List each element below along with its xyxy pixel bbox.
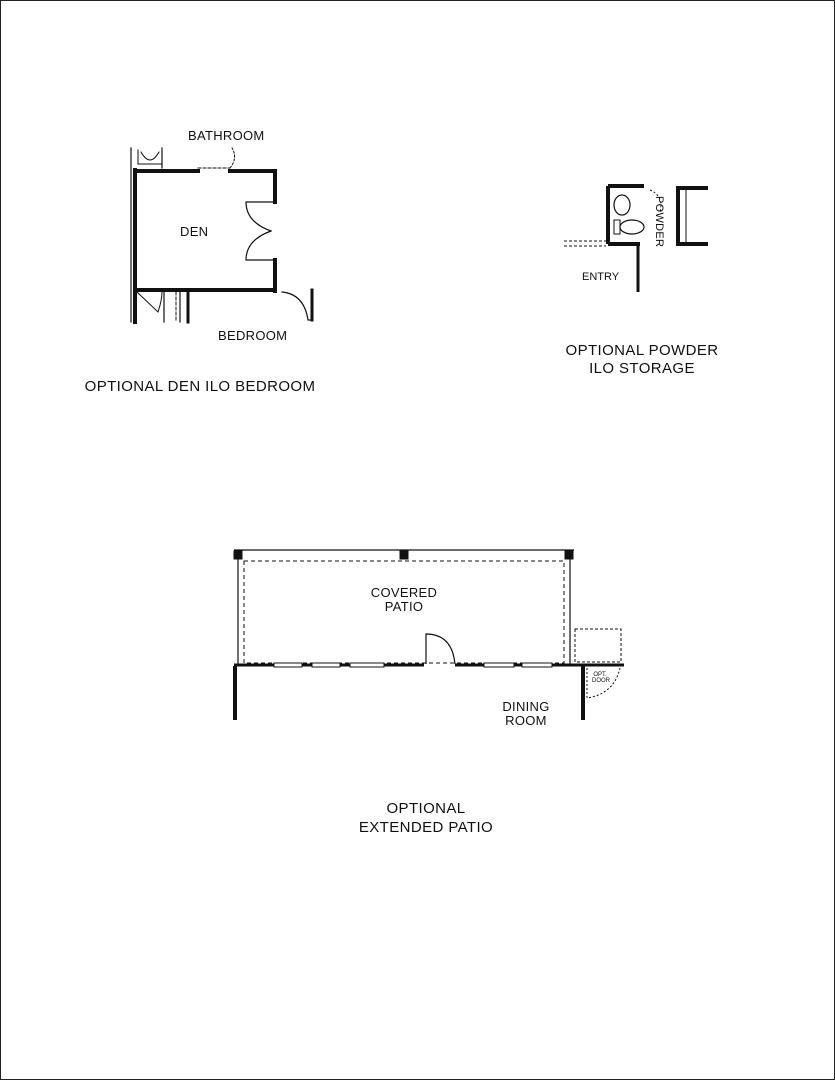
powder-plan bbox=[564, 186, 708, 292]
opt-door-label-line2: DOOR bbox=[592, 678, 610, 684]
toilet-tank-icon bbox=[614, 220, 620, 234]
window-3 bbox=[350, 663, 384, 667]
den-plan-caption: OPTIONAL DEN ILO BEDROOM bbox=[84, 378, 316, 395]
bedroom-door bbox=[282, 290, 312, 320]
patio-post-middle bbox=[400, 551, 408, 559]
patio-door-swing bbox=[426, 634, 455, 664]
opt-door-pad bbox=[575, 629, 621, 662]
bathroom-door-swing bbox=[230, 148, 235, 168]
powder-caption-line2: ILO STORAGE bbox=[589, 360, 695, 377]
patio-post-left bbox=[234, 551, 242, 559]
bathroom-tub-icon bbox=[141, 152, 159, 160]
bathroom-label: BATHROOM bbox=[188, 128, 265, 143]
patio-caption-line1: OPTIONAL bbox=[386, 800, 466, 817]
bedroom-label: BEDROOM bbox=[218, 328, 288, 343]
den-plan bbox=[131, 128, 312, 343]
den-double-door-lower bbox=[246, 231, 273, 260]
covered-label-line2: PATIO bbox=[384, 599, 424, 614]
window-1 bbox=[274, 663, 302, 667]
powder-sink-icon bbox=[614, 195, 630, 215]
powder-caption-line1: OPTIONAL POWDER bbox=[565, 342, 719, 359]
powder-label: POWDER bbox=[653, 196, 665, 248]
entry-label: ENTRY bbox=[582, 271, 620, 283]
den-bottom-door bbox=[137, 292, 162, 312]
covered-label-line1: COVERED bbox=[370, 585, 438, 600]
window-2 bbox=[312, 663, 340, 667]
patio-post-right bbox=[565, 551, 573, 559]
opt-door-label-line1: OPT. bbox=[593, 672, 607, 678]
den-label: DEN bbox=[180, 224, 209, 239]
dining-label-line2: ROOM bbox=[505, 713, 547, 728]
patio-caption-line2: EXTENDED PATIO bbox=[358, 819, 494, 836]
dining-label-line1: DINING bbox=[502, 699, 550, 714]
window-5 bbox=[522, 663, 552, 667]
den-double-door-upper bbox=[246, 202, 273, 231]
window-4 bbox=[484, 663, 514, 667]
toilet-bowl-icon bbox=[620, 220, 644, 234]
patio-plan bbox=[234, 550, 624, 728]
